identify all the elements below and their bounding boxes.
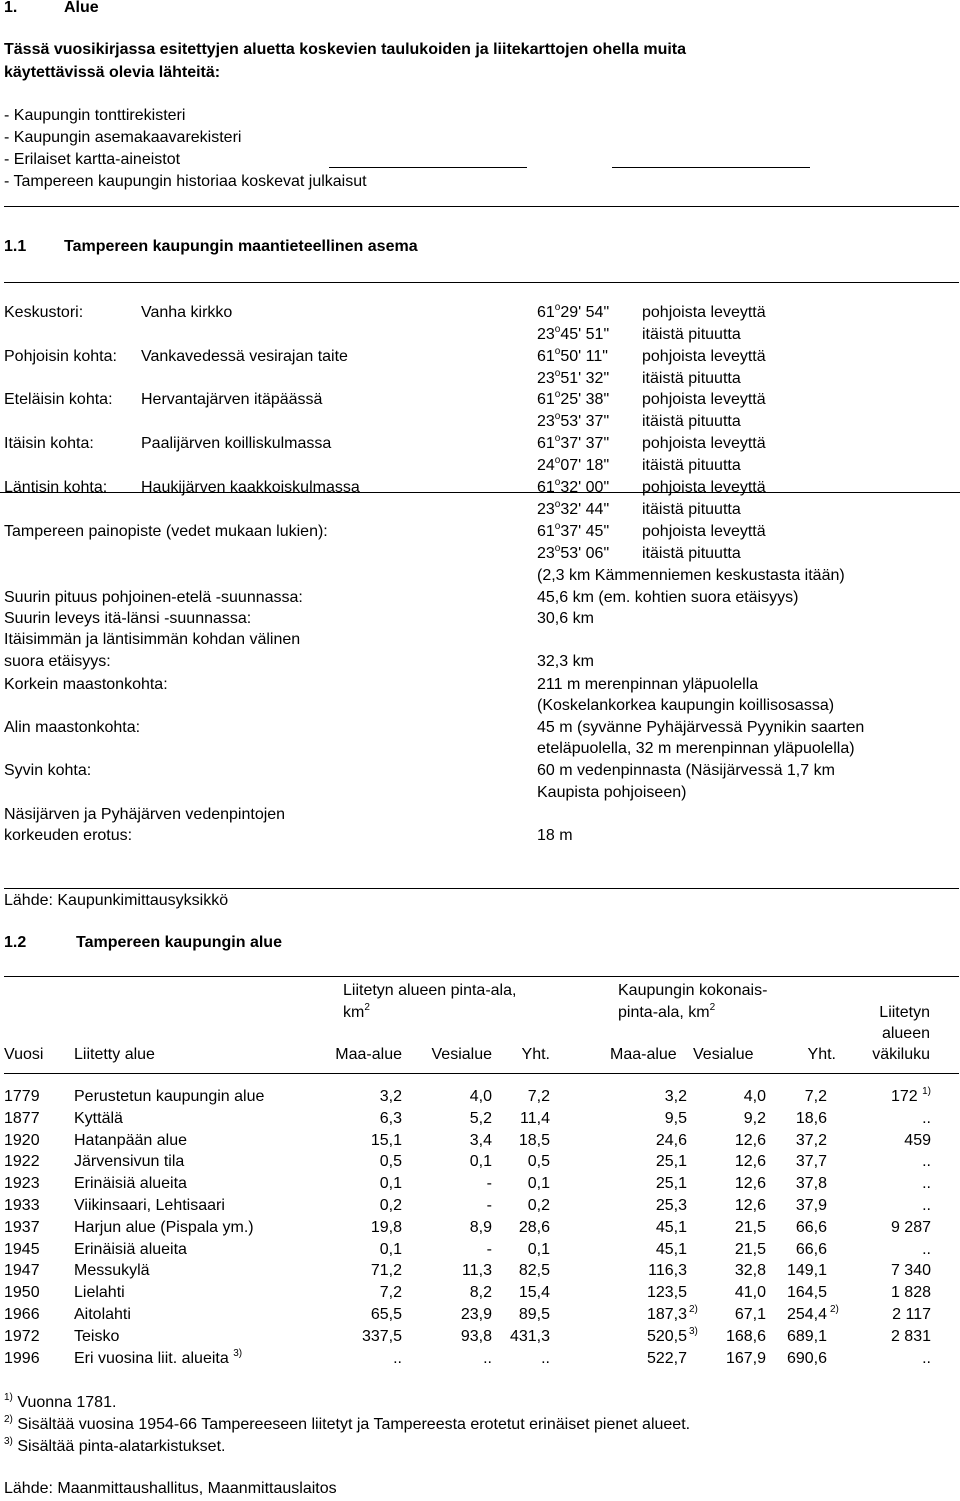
lat-desc: pohjoista leveyttä [642, 479, 766, 496]
lat-desc: pohjoista leveyttä [642, 391, 766, 408]
blank-line [612, 167, 810, 168]
point-lat: 61$^o$29' 54" [537, 302, 610, 321]
measure-label: Näsijärven ja Pyhäjärven vedenpintojen [4, 806, 286, 823]
measure-value: 211 m merenpinnan yläpuolella [537, 676, 759, 693]
source-list-item: - Erilaiset kartta-aineistot [4, 151, 181, 168]
point-label: Eteläisin kohta: [4, 391, 113, 408]
cell-total: 15,4 [518, 1284, 550, 1301]
cell-pop: .. [922, 1350, 931, 1367]
cell-water2: 12,6 [734, 1132, 766, 1149]
cell-year: 1933 [4, 1197, 40, 1214]
point-lat: 61$^o$37' 37" [537, 433, 610, 452]
cell-area: Hatanpään alue [74, 1132, 187, 1149]
centroid-lat [537, 522, 609, 542]
measure-label: Korkein maastonkohta: [4, 676, 168, 693]
cell-land2: 9,5 [664, 1110, 687, 1127]
source-note: Lähde: Kaupunkimittausyksikkö [4, 892, 229, 909]
cell-water: 0,1 [469, 1153, 492, 1170]
cell-land: 19,8 [370, 1219, 402, 1236]
col-land: Maa-alue [335, 1046, 402, 1063]
cell-total: 7,2 [527, 1088, 550, 1105]
cell-land: 65,5 [370, 1306, 402, 1323]
cell-land2: 25,1 [655, 1153, 687, 1170]
cell-year: 1996 [4, 1350, 40, 1367]
cell-total2: 254,4 [786, 1306, 827, 1323]
cell-water: - [486, 1175, 492, 1192]
point-label: Läntisin kohta: [4, 479, 108, 496]
cell-water2: 32,8 [734, 1262, 766, 1279]
cell-total2: 66,6 [795, 1219, 827, 1236]
col-group-annexed: Liitetyn alueen pinta-ala, [343, 982, 517, 999]
cell-total: 0,2 [527, 1197, 550, 1214]
measure-label: Alin maastonkohta: [4, 719, 141, 736]
divider [4, 282, 959, 283]
cell-land2: 116,3 [648, 1262, 687, 1279]
cell-water: 4,0 [469, 1088, 492, 1105]
cell-total2: 66,6 [795, 1241, 827, 1258]
footnote-ref: 3) [689, 1326, 698, 1337]
cell-water2: 12,6 [734, 1175, 766, 1192]
source-list-item: - Kaupungin asemakaavarekisteri [4, 129, 242, 146]
col-land2: Maa-alue [610, 1046, 677, 1063]
divider [4, 976, 959, 977]
cell-land: 7,2 [379, 1284, 402, 1301]
cell-area: Aitolahti [74, 1306, 131, 1323]
source-note: Lähde: Maanmittaushallitus, Maanmittauslaitos [4, 1480, 337, 1497]
cell-total: 11,4 [520, 1110, 550, 1127]
cell-water2: 168,6 [725, 1328, 766, 1345]
cell-year: 1877 [4, 1110, 40, 1127]
cell-land2: 522,7 [646, 1350, 687, 1367]
cell-total2: 37,8 [795, 1175, 827, 1192]
cell-water2: 167,9 [725, 1350, 766, 1367]
lat-desc: pohjoista leveyttä [642, 304, 766, 321]
cell-area: Viikinsaari, Lehtisaari [74, 1197, 225, 1214]
cell-pop: 1 828 [890, 1284, 931, 1301]
cell-land: .. [393, 1350, 402, 1367]
cell-year: 1947 [4, 1262, 40, 1279]
cell-total: 82,5 [518, 1262, 550, 1279]
cell-total: 18,5 [518, 1132, 550, 1149]
cell-pop: .. [922, 1197, 931, 1214]
cell-water: - [486, 1241, 492, 1258]
point-lon: 23$^o$32' 44" [537, 499, 610, 518]
point-lon: 23$^o$51' 32" [537, 368, 610, 387]
cell-water: 8,2 [469, 1284, 492, 1301]
cell-land: 0,1 [379, 1241, 402, 1258]
cell-total: 0,5 [527, 1153, 550, 1170]
footnote-ref: 3) [233, 1348, 243, 1359]
cell-land2: 520,5 [646, 1328, 687, 1345]
cell-area: Järvensivun tila [74, 1153, 185, 1170]
cell-area: Lielahti [74, 1284, 125, 1301]
measure-value: 60 m vedenpinnasta (Näsijärvessä 1,7 km [537, 762, 835, 779]
cell-pop: .. [922, 1153, 931, 1170]
cell-land2-ref [689, 1327, 698, 1347]
col-total: Yht. [521, 1046, 550, 1063]
cell-land: 337,5 [361, 1328, 402, 1345]
cell-land2: 45,1 [655, 1241, 687, 1258]
col-group-total: Kaupungin kokonais- [618, 982, 768, 999]
cell-total: .. [541, 1350, 550, 1367]
point-place: Haukijärven kaakkoiskulmassa [141, 479, 360, 496]
blank-line [329, 167, 527, 168]
subsection-title: Tampereen kaupungin maantieteellinen asema [64, 238, 418, 255]
divider [4, 888, 959, 889]
cell-pop: 9 287 [890, 1219, 931, 1236]
col-pop-line2: alueen [881, 1025, 930, 1042]
cell-land: 0,2 [379, 1197, 402, 1214]
measure-value: 45 m (syvänne Pyhäjärvessä Pyynikin saarten [537, 719, 865, 736]
measure-value: 45,6 km (em. kohtien suora etäisyys) [537, 589, 799, 606]
lon-desc: itäistä pituutta [642, 326, 741, 343]
measure-label: suora etäisyys: [4, 653, 111, 670]
cell-year: 1779 [4, 1088, 40, 1105]
measure-value: Kaupista pohjoiseen) [537, 784, 687, 801]
col-total2: Yht. [807, 1046, 836, 1063]
measure-value: 18 m [537, 827, 573, 844]
cell-water2: 9,2 [743, 1110, 766, 1127]
cell-land2: 25,1 [655, 1175, 687, 1192]
cell-pop: .. [922, 1241, 931, 1258]
intro-line-1: Tässä vuosikirjassa esitettyjen aluetta koskevien taulukoiden ja liitekarttojen ohella muita [4, 41, 687, 58]
measure-value: 30,6 km [537, 610, 594, 627]
cell-total: 89,5 [518, 1306, 550, 1323]
cell-total2: 690,6 [786, 1350, 827, 1367]
cell-total: 28,6 [518, 1219, 550, 1236]
cell-total2: 164,5 [786, 1284, 827, 1301]
section-number: 1. [4, 0, 18, 16]
col-water2: Vesialue [693, 1046, 754, 1063]
footnote: $^{1)}$ Vuonna 1781. [4, 1392, 117, 1411]
lat-deg: 61 [537, 523, 555, 540]
source-list-item: - Kaupungin tonttirekisteri [4, 107, 186, 124]
lon-desc: itäistä pituutta [642, 370, 741, 387]
measure-value: 32,3 km [537, 653, 594, 670]
cell-land2: 24,6 [655, 1132, 687, 1149]
measure-label: korkeuden erotus: [4, 827, 133, 844]
cell-water2: 41,0 [734, 1284, 766, 1301]
lat-desc: pohjoista leveyttä [642, 523, 766, 540]
cell-water: 11,3 [462, 1262, 492, 1279]
cell-area: Perustetun kaupungin alue [74, 1088, 265, 1105]
cell-year: 1945 [4, 1241, 40, 1258]
point-lon: 23$^o$53' 37" [537, 411, 610, 430]
point-lon: 24$^o$07' 18" [537, 455, 610, 474]
cell-pop: .. [922, 1110, 931, 1127]
lat-desc: pohjoista leveyttä [642, 435, 766, 452]
lat-min: 37' 45" [560, 523, 610, 540]
measure-label: Itäisimmän ja läntisimmän kohdan välinen [4, 631, 301, 648]
footnote: $^{2)}$ Sisältää vuosina 1954-66 Tampereeseen liitetyt ja Tampereesta erotetut erinäiset pienet alueet. [4, 1414, 691, 1433]
cell-pop: 2 831 [890, 1328, 931, 1345]
cell-land2: 187,3 [646, 1306, 687, 1323]
cell-water2: 12,6 [734, 1153, 766, 1170]
col-pop-line1: Liitetyn [879, 1004, 930, 1021]
point-place: Vankavedessä vesirajan taite [141, 348, 348, 365]
measure-label: Syvin kohta: [4, 762, 92, 779]
footnote-ref: 2) [689, 1304, 698, 1315]
lon-desc: itäistä pituutta [642, 457, 741, 474]
cell-year: 1966 [4, 1306, 40, 1323]
cell-year: 1920 [4, 1132, 40, 1149]
cell-area: Messukylä [74, 1262, 150, 1279]
cell-water: - [486, 1197, 492, 1214]
cell-total2: 37,9 [795, 1197, 827, 1214]
degree-mark: o [554, 543, 561, 554]
cell-area: Erinäisiä alueita [74, 1175, 187, 1192]
point-place: Hervantajärven itäpäässä [141, 391, 323, 408]
cell-water: 8,9 [469, 1219, 492, 1236]
col-area: Liitetty alue [74, 1046, 155, 1063]
divider [4, 1073, 959, 1074]
cell-area: Harjun alue (Pispala ym.) [74, 1219, 254, 1236]
cell-area: Erinäisiä alueita [74, 1241, 187, 1258]
point-lat: 61$^o$50' 11" [537, 346, 608, 365]
col-group-total-unit: pinta-ala, $km^2$ [618, 1002, 716, 1021]
cell-land2: 3,2 [664, 1088, 687, 1105]
col-pop-line3: väkiluku [872, 1046, 930, 1063]
point-lat: 61$^o$32' 00" [537, 477, 610, 496]
strike-line [0, 492, 960, 493]
cell-area: Teisko [74, 1328, 120, 1345]
cell-pop: .. [922, 1175, 931, 1192]
footnote-ref: 2) [830, 1304, 839, 1315]
cell-land2: 25,3 [655, 1197, 687, 1214]
source-list-item: - Tampereen kaupungin historiaa koskevat julkaisut [4, 173, 367, 190]
point-place: Paalijärven koilliskulmassa [141, 435, 332, 452]
footnote: $^{3)}$ Sisältää pinta-alatarkistukset. [4, 1436, 226, 1455]
cell-water: 3,4 [469, 1132, 492, 1149]
col-group-annexed-unit: $km^2$ [343, 1002, 370, 1021]
cell-year: 1937 [4, 1219, 40, 1236]
divider [4, 206, 959, 207]
col-year: Vuosi [4, 1046, 44, 1063]
cell-land: 15,1 [370, 1132, 402, 1149]
point-label: Itäisin kohta: [4, 435, 94, 452]
footnote-ref: 1) [922, 1086, 931, 1097]
cell-total: 0,1 [527, 1175, 550, 1192]
cell-total: 431,3 [509, 1328, 550, 1345]
subsection-number: 1.2 [4, 934, 27, 951]
lat-desc: pohjoista leveyttä [642, 348, 766, 365]
centroid-lon [537, 544, 609, 564]
cell-total2: 37,7 [795, 1153, 827, 1170]
point-place: Vanha kirkko [141, 304, 233, 321]
measure-label: Suurin pituus pohjoinen-etelä -suunnassa: [4, 589, 303, 606]
cell-land: 3,2 [379, 1088, 402, 1105]
centroid-label: Tampereen painopiste (vedet mukaan lukien): [4, 523, 328, 540]
cell-water: 93,8 [460, 1328, 492, 1345]
intro-line-2: käytettävissä olevia lähteitä: [4, 64, 221, 81]
cell-land: 71,2 [370, 1262, 402, 1279]
col-water: Vesialue [431, 1046, 492, 1063]
cell-pop: 459 [904, 1132, 931, 1149]
cell-area: Kyttälä [74, 1110, 123, 1127]
cell-total2: 18,6 [795, 1110, 827, 1127]
degree-mark: o [554, 521, 561, 532]
cell-water: .. [483, 1350, 492, 1367]
cell-land: 6,3 [379, 1110, 402, 1127]
point-lon: 23$^o$45' 51" [537, 324, 610, 343]
cell-water2: 67,1 [734, 1306, 766, 1323]
subsection-number: 1.1 [4, 238, 27, 255]
cell-pop: 172 $^{1)}$ [890, 1086, 931, 1105]
cell-year: 1923 [4, 1175, 40, 1192]
lon-min: 53' 06" [560, 545, 610, 562]
cell-land: 0,1 [379, 1175, 402, 1192]
cell-water2: 21,5 [734, 1219, 766, 1236]
cell-pop: 2 117 [892, 1306, 931, 1323]
point-label: Pohjoisin kohta: [4, 348, 117, 365]
measure-label: Suurin leveys itä-länsi -suunnassa: [4, 610, 252, 627]
cell-total2: 7,2 [804, 1088, 827, 1105]
cell-year: 1972 [4, 1328, 40, 1345]
cell-water: 23,9 [460, 1306, 492, 1323]
cell-year: 1922 [4, 1153, 40, 1170]
cell-land: 0,5 [379, 1153, 402, 1170]
cell-water2: 12,6 [734, 1197, 766, 1214]
cell-land2-ref [689, 1305, 698, 1325]
measure-value: (Koskelankorkea kaupungin koillisosassa) [537, 697, 835, 714]
centroid-note: (2,3 km Kämmenniemen keskustasta itään) [537, 567, 845, 584]
measure-value: eteläpuolella, 32 m merenpinnan yläpuolella) [537, 740, 855, 757]
cell-pop: 7 340 [890, 1262, 931, 1279]
cell-total2: 689,1 [786, 1328, 827, 1345]
lon-deg: 23 [537, 545, 555, 562]
cell-area: Eri vuosina liit. alueita $^{3)}$ [74, 1348, 243, 1367]
cell-total2: 37,2 [795, 1132, 827, 1149]
cell-land2: 45,1 [655, 1219, 687, 1236]
cell-total2: 149,1 [786, 1262, 827, 1279]
cell-water2: 4,0 [743, 1088, 766, 1105]
cell-land2: 123,5 [646, 1284, 687, 1301]
cell-water2: 21,5 [734, 1241, 766, 1258]
subsection-title: Tampereen kaupungin alue [76, 934, 282, 951]
section-title: Alue [64, 0, 99, 16]
lon-desc: itäistä pituutta [642, 501, 741, 518]
point-lat: 61$^o$25' 38" [537, 389, 610, 408]
cell-total: 0,1 [527, 1241, 550, 1258]
cell-water: 5,2 [469, 1110, 492, 1127]
lon-desc: itäistä pituutta [642, 545, 741, 562]
cell-year: 1950 [4, 1284, 40, 1301]
lon-desc: itäistä pituutta [642, 413, 741, 430]
point-label: Keskustori: [4, 304, 84, 321]
